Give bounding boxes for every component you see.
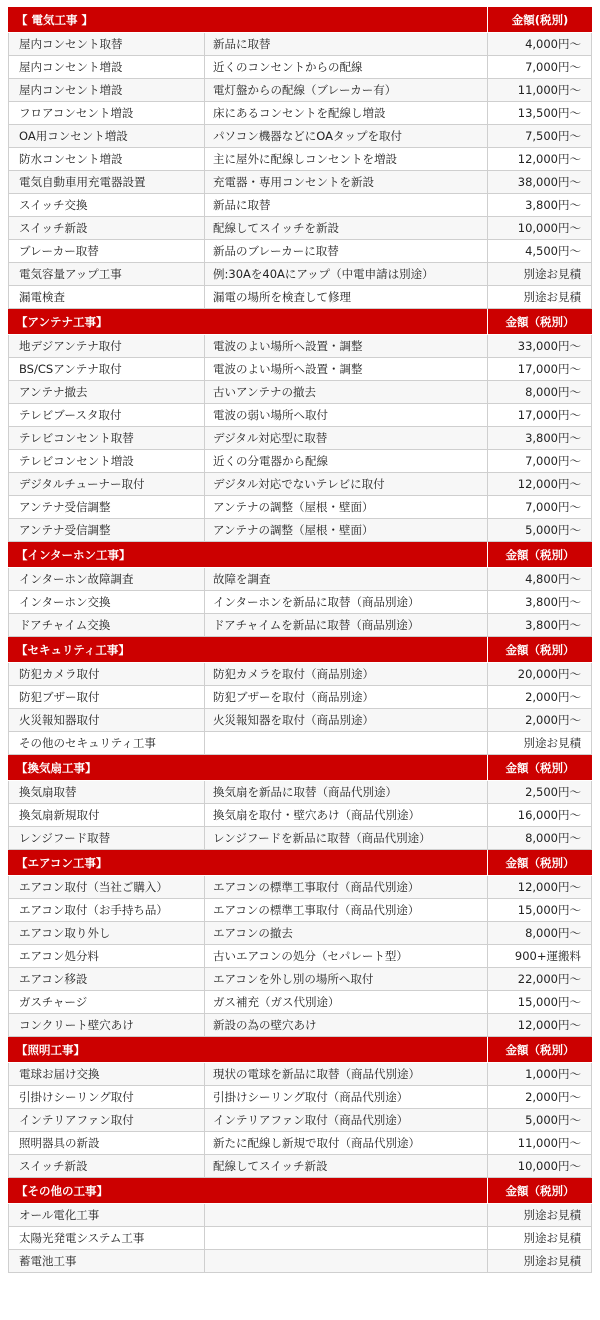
price-column-header: 金額（税別） xyxy=(487,1178,592,1203)
service-name: OA用コンセント増設 xyxy=(9,125,205,147)
price-row xyxy=(8,358,592,381)
service-description: 古いアンテナの撤去 xyxy=(205,381,488,403)
service-price: 別途お見積 xyxy=(523,1231,581,1245)
service-price: 8,000円～ xyxy=(525,385,581,399)
price-row xyxy=(8,781,592,804)
service-price: 8,000円～ xyxy=(525,831,581,845)
service-description xyxy=(205,732,488,754)
service-name: 蓄電池工事 xyxy=(9,1250,205,1272)
service-description: 充電器・専用コンセントを新設 xyxy=(205,171,488,193)
price-row xyxy=(8,663,592,686)
service-price: 17,000円～ xyxy=(517,362,581,376)
service-description: 近くの分電器から配線 xyxy=(205,450,488,472)
service-name: エアコン移設 xyxy=(9,968,205,990)
price-row xyxy=(8,732,592,755)
section-title: 【その他の工事】 xyxy=(16,1183,108,1198)
service-name: 電気自動車用充電器設置 xyxy=(9,171,205,193)
price-section xyxy=(8,755,592,850)
service-name: ガスチャージ xyxy=(9,991,205,1013)
service-description: 電灯盤からの配線（ブレーカー有） xyxy=(205,79,488,101)
service-name: 防犯ブザー取付 xyxy=(9,686,205,708)
service-description: インターホンを新品に取替（商品別途） xyxy=(205,591,488,613)
service-description: 火災報知器を取付（商品別途） xyxy=(205,709,488,731)
service-price: 別途お見積 xyxy=(523,1254,581,1268)
price-row xyxy=(8,148,592,171)
price-row xyxy=(8,240,592,263)
service-name: フロアコンセント増設 xyxy=(9,102,205,124)
service-price: 20,000円～ xyxy=(517,667,581,681)
service-name: 引掛けシーリング取付 xyxy=(9,1086,205,1108)
service-description: アンテナの調整（屋根・壁面） xyxy=(205,496,488,518)
price-row xyxy=(8,568,592,591)
service-price: 17,000円～ xyxy=(517,408,581,422)
price-row xyxy=(8,335,592,358)
price-row xyxy=(8,1155,592,1178)
service-name: その他のセキュリティ工事 xyxy=(9,732,205,754)
service-description: 配線してスイッチを新設 xyxy=(205,217,488,239)
price-row xyxy=(8,217,592,240)
service-price: 10,000円～ xyxy=(517,221,581,235)
service-name: エアコン取付（お手持ち品） xyxy=(9,899,205,921)
service-price: 12,000円～ xyxy=(517,477,581,491)
service-name: インターホン交換 xyxy=(9,591,205,613)
section-title: 【照明工事】 xyxy=(16,1042,85,1057)
service-name: 屋内コンセント増設 xyxy=(9,79,205,101)
service-name: アンテナ受信調整 xyxy=(9,496,205,518)
service-name: 防犯カメラ取付 xyxy=(9,663,205,685)
section-header xyxy=(8,850,592,876)
price-section xyxy=(8,1037,592,1178)
price-row xyxy=(8,922,592,945)
price-table xyxy=(8,7,592,1273)
service-name: スイッチ交換 xyxy=(9,194,205,216)
service-name: 防水コンセント増設 xyxy=(9,148,205,170)
service-price: 13,500円～ xyxy=(517,106,581,120)
service-description: 防犯ブザーを取付（商品別途） xyxy=(205,686,488,708)
price-column-header: 金額（税別） xyxy=(487,1037,592,1062)
service-description: 配線してスイッチ新設 xyxy=(205,1155,488,1177)
price-row xyxy=(8,519,592,542)
service-price: 15,000円～ xyxy=(517,903,581,917)
service-price: 別途お見積 xyxy=(523,290,581,304)
price-section xyxy=(8,309,592,542)
service-price: 2,000円～ xyxy=(525,1090,581,1104)
section-header xyxy=(8,1037,592,1063)
service-name: 太陽光発電システム工事 xyxy=(9,1227,205,1249)
service-price: 22,000円～ xyxy=(517,972,581,986)
service-description: 電波のよい場所へ設置・調整 xyxy=(205,335,488,357)
service-price: 7,500円～ xyxy=(525,129,581,143)
service-name: エアコン取付（当社ご購入） xyxy=(9,876,205,898)
service-description: 近くのコンセントからの配線 xyxy=(205,56,488,78)
service-description: 故障を調査 xyxy=(205,568,488,590)
service-name: 換気扇新規取付 xyxy=(9,804,205,826)
service-price: 別途お見積 xyxy=(523,267,581,281)
service-price: 7,000円～ xyxy=(525,454,581,468)
service-description: ガス補充（ガス代別途） xyxy=(205,991,488,1013)
service-price: 8,000円～ xyxy=(525,926,581,940)
service-price: 1,000円～ xyxy=(525,1067,581,1081)
service-name: ドアチャイム交換 xyxy=(9,614,205,636)
section-title: 【セキュリティ工事】 xyxy=(16,642,130,657)
service-price: 別途お見積 xyxy=(523,1208,581,1222)
service-name: テレビコンセント増設 xyxy=(9,450,205,472)
service-description: アンテナの調整（屋根・壁面） xyxy=(205,519,488,541)
section-header xyxy=(8,7,592,33)
service-price: 4,000円～ xyxy=(525,37,581,51)
price-row xyxy=(8,404,592,427)
section-header xyxy=(8,637,592,663)
service-description xyxy=(205,1227,488,1249)
service-name: インターホン故障調査 xyxy=(9,568,205,590)
price-row xyxy=(8,1204,592,1227)
service-description: エアコンの標準工事取付（商品代別途） xyxy=(205,876,488,898)
price-row xyxy=(8,804,592,827)
price-row xyxy=(8,1109,592,1132)
service-description: 漏電の場所を検査して修理 xyxy=(205,286,488,308)
service-description: デジタル対応型に取替 xyxy=(205,427,488,449)
service-description: 新品に取替 xyxy=(205,194,488,216)
price-row xyxy=(8,1227,592,1250)
service-description: レンジフードを新品に取替（商品代別途） xyxy=(205,827,488,849)
price-section xyxy=(8,850,592,1037)
price-row xyxy=(8,968,592,991)
service-name: コンクリート壁穴あけ xyxy=(9,1014,205,1036)
price-column-header: 金額（税別） xyxy=(487,637,592,662)
section-title: 【 電気工事 】 xyxy=(16,12,94,27)
service-price: 11,000円～ xyxy=(517,83,581,97)
service-name: デジタルチューナー取付 xyxy=(9,473,205,495)
service-description: 新設の為の壁穴あけ xyxy=(205,1014,488,1036)
service-price: 38,000円～ xyxy=(517,175,581,189)
service-description: 床にあるコンセントを配線し増設 xyxy=(205,102,488,124)
price-section xyxy=(8,637,592,755)
service-price: 別途お見積 xyxy=(523,736,581,750)
service-name: 屋内コンセント増設 xyxy=(9,56,205,78)
price-row xyxy=(8,171,592,194)
service-description: エアコンの標準工事取付（商品代別途） xyxy=(205,899,488,921)
price-column-header: 金額（税別） xyxy=(487,755,592,780)
service-price: 5,000円～ xyxy=(525,1113,581,1127)
service-description xyxy=(205,1204,488,1226)
service-description: 新品に取替 xyxy=(205,33,488,55)
service-description: 現状の電球を新品に取替（商品代別途） xyxy=(205,1063,488,1085)
service-description: インテリアファン取付（商品代別途） xyxy=(205,1109,488,1131)
price-row xyxy=(8,33,592,56)
service-description: 換気扇を取付・壁穴あけ（商品代別途） xyxy=(205,804,488,826)
service-description: 主に屋外に配線しコンセントを増設 xyxy=(205,148,488,170)
price-section xyxy=(8,1178,592,1273)
service-description: デジタル対応でないテレビに取付 xyxy=(205,473,488,495)
service-name: スイッチ新設 xyxy=(9,1155,205,1177)
service-name: 漏電検査 xyxy=(9,286,205,308)
service-price: 3,800円～ xyxy=(525,198,581,212)
price-row xyxy=(8,686,592,709)
service-price: 16,000円～ xyxy=(517,808,581,822)
price-row xyxy=(8,1250,592,1273)
section-title: 【エアコン工事】 xyxy=(16,855,108,870)
service-price: 12,000円～ xyxy=(517,1018,581,1032)
service-price: 2,500円～ xyxy=(525,785,581,799)
service-price: 11,000円～ xyxy=(517,1136,581,1150)
price-section xyxy=(8,542,592,637)
price-column-header: 金額（税別） xyxy=(487,850,592,875)
service-price: 4,800円～ xyxy=(525,572,581,586)
section-header xyxy=(8,542,592,568)
service-price: 3,800円～ xyxy=(525,595,581,609)
service-name: スイッチ新設 xyxy=(9,217,205,239)
service-name: 照明器具の新設 xyxy=(9,1132,205,1154)
service-name: レンジフード取替 xyxy=(9,827,205,849)
service-price: 4,500円～ xyxy=(525,244,581,258)
service-name: インテリアファン取付 xyxy=(9,1109,205,1131)
service-description: 換気扇を新品に取替（商品代別途） xyxy=(205,781,488,803)
service-name: テレビコンセント取替 xyxy=(9,427,205,449)
service-name: 換気扇取替 xyxy=(9,781,205,803)
price-row xyxy=(8,827,592,850)
service-price: 33,000円～ xyxy=(517,339,581,353)
price-row xyxy=(8,1086,592,1109)
service-description: 新品のブレーカーに取替 xyxy=(205,240,488,262)
price-row xyxy=(8,263,592,286)
service-description xyxy=(205,1250,488,1272)
service-description: 引掛けシーリング取付（商品代別途） xyxy=(205,1086,488,1108)
price-row xyxy=(8,427,592,450)
section-header xyxy=(8,1178,592,1204)
price-row xyxy=(8,899,592,922)
price-row xyxy=(8,102,592,125)
price-section xyxy=(8,7,592,309)
service-price: 2,000円～ xyxy=(525,713,581,727)
service-price: 10,000円～ xyxy=(517,1159,581,1173)
price-row xyxy=(8,194,592,217)
service-name: BS/CSアンテナ取付 xyxy=(9,358,205,380)
section-header xyxy=(8,309,592,335)
service-price: 900+運搬料 xyxy=(514,949,581,963)
service-name: 火災報知器取付 xyxy=(9,709,205,731)
section-header xyxy=(8,755,592,781)
service-price: 2,000円～ xyxy=(525,690,581,704)
service-price: 7,000円～ xyxy=(525,60,581,74)
price-row xyxy=(8,496,592,519)
service-price: 15,000円～ xyxy=(517,995,581,1009)
price-row xyxy=(8,1132,592,1155)
service-price: 12,000円～ xyxy=(517,152,581,166)
service-name: エアコン処分料 xyxy=(9,945,205,967)
price-row xyxy=(8,1014,592,1037)
service-price: 3,800円～ xyxy=(525,431,581,445)
service-name: 電気容量アップ工事 xyxy=(9,263,205,285)
price-row xyxy=(8,286,592,309)
service-name: エアコン取り外し xyxy=(9,922,205,944)
price-row xyxy=(8,473,592,496)
section-title: 【換気扇工事】 xyxy=(16,760,97,775)
service-description: パソコン機器などにOAタップを取付 xyxy=(205,125,488,147)
price-row xyxy=(8,614,592,637)
service-name: 電球お届け交換 xyxy=(9,1063,205,1085)
service-description: 電波のよい場所へ設置・調整 xyxy=(205,358,488,380)
service-description: 新たに配線し新規で取付（商品代別途） xyxy=(205,1132,488,1154)
service-description: 古いエアコンの処分（セパレート型） xyxy=(205,945,488,967)
price-row xyxy=(8,381,592,404)
service-description: エアコンの撤去 xyxy=(205,922,488,944)
service-name: 屋内コンセント取替 xyxy=(9,33,205,55)
price-column-header: 金額（税別） xyxy=(487,309,592,334)
price-row xyxy=(8,945,592,968)
service-price: 5,000円～ xyxy=(525,523,581,537)
price-row xyxy=(8,79,592,102)
service-description: 電波の弱い場所へ取付 xyxy=(205,404,488,426)
service-price: 7,000円～ xyxy=(525,500,581,514)
service-name: ブレーカー取替 xyxy=(9,240,205,262)
price-row xyxy=(8,450,592,473)
service-name: アンテナ撤去 xyxy=(9,381,205,403)
section-title: 【アンテナ工事】 xyxy=(16,314,108,329)
service-price: 3,800円～ xyxy=(525,618,581,632)
service-name: オール電化工事 xyxy=(9,1204,205,1226)
price-row xyxy=(8,125,592,148)
service-name: 地デジアンテナ取付 xyxy=(9,335,205,357)
service-description: 例:30Aを40Aにアップ（中電申請は別途） xyxy=(205,263,488,285)
section-title: 【インターホン工事】 xyxy=(16,547,131,562)
service-description: ドアチャイムを新品に取替（商品別途） xyxy=(205,614,488,636)
price-column-header: 金額(税別) xyxy=(487,7,592,32)
service-price: 12,000円～ xyxy=(517,880,581,894)
price-row xyxy=(8,991,592,1014)
service-name: テレビブースタ取付 xyxy=(9,404,205,426)
price-row xyxy=(8,56,592,79)
service-name: アンテナ受信調整 xyxy=(9,519,205,541)
price-column-header: 金額（税別） xyxy=(487,542,592,567)
price-row xyxy=(8,876,592,899)
price-row xyxy=(8,709,592,732)
price-row xyxy=(8,1063,592,1086)
service-description: 防犯カメラを取付（商品別途） xyxy=(205,663,488,685)
service-description: エアコンを外し別の場所へ取付 xyxy=(205,968,488,990)
price-row xyxy=(8,591,592,614)
